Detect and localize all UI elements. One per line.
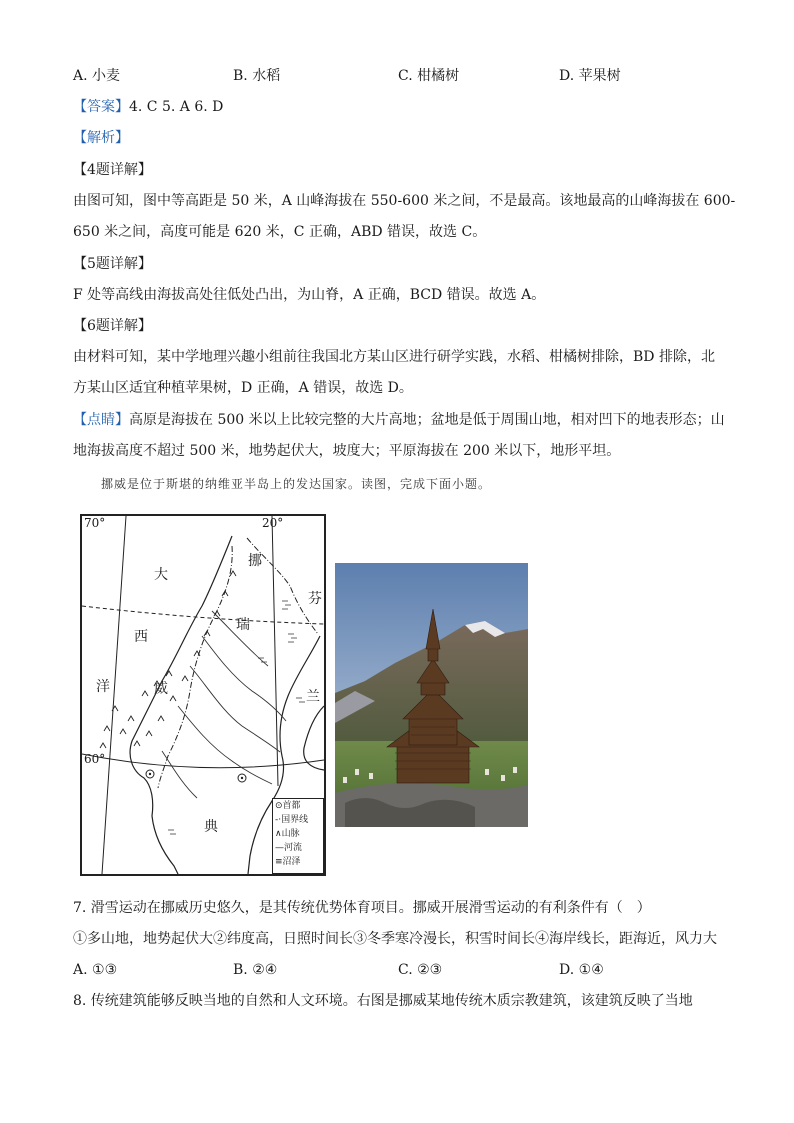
mountain-icon: ∧ (275, 829, 282, 839)
map-label-wei: 威 (154, 681, 168, 697)
option-c: C. 柑橘树 (398, 68, 460, 84)
option-d: D. 苹果树 (559, 68, 621, 84)
swamp-icon: ≡ (275, 857, 283, 867)
map-label-nuo: 挪 (248, 553, 262, 569)
q4-line1: 由图可知，图中等高距是 50 米，A 山峰海拔在 550-600 米之间，不是最高。该地最高的山峰海拔在 600- (73, 193, 736, 209)
map-label-da: 大 (154, 567, 168, 583)
q4-title: 【4题详解】 (73, 162, 152, 178)
q7-option-b: B. ②④ (233, 962, 278, 978)
map-legend (272, 798, 324, 874)
q7-items: ①多山地，地势起伏大②纬度高，日照时间长③冬季寒冷漫长，积雪时间长④海岸线长，距海近，风力大 (73, 931, 717, 947)
q6-line1: 由材料可知，某中学地理兴趣小组前往我国北方某山区进行研学实践，水稻、柑橘树排除，BD 排除，北 (73, 349, 715, 365)
q7-option-c: C. ②③ (398, 962, 443, 978)
q7-stem: 7. 滑雪运动在挪威历史悠久，是其传统优势体育项目。挪威开展滑雪运动的有利条件有（ ） (73, 900, 651, 916)
map-label-dian: 典 (204, 819, 218, 835)
q6-line2: 方某山区适宜种植苹果树，D 正确，A 错误，故选 D。 (73, 380, 413, 396)
legend-mountain: ∧山脉 (275, 829, 300, 839)
river-icon: — (275, 843, 284, 853)
lat-60-label: 60° (84, 752, 106, 766)
tip-line2: 地海拔高度不超过 500 米，地势起伏大，坡度大；平原海拔在 200 米以下，地形平坦。 (73, 443, 621, 459)
map-label-fen: 芬 (308, 591, 322, 607)
stave-church-image (335, 563, 528, 827)
tip-line1: 【点睛】高原是海拔在 500 米以上比较完整的大片高地；盆地是低于周围山地，相对凹下的地表形态；山 (73, 412, 725, 428)
q5-line1: F 处等高线由海拔高处往低处凸出，为山脊，A 正确，BCD 错误。故选 A。 (73, 287, 546, 303)
lon-20-label: 20° (262, 516, 284, 530)
q7-option-d: D. ①④ (559, 962, 604, 978)
legend-river: —河流 (275, 843, 303, 853)
q7-option-a: A. ①③ (73, 962, 118, 978)
capital-icon: ⊙ (275, 801, 283, 811)
map-label-yang: 洋 (96, 679, 110, 695)
q8-stem: 8. 传统建筑能够反映当地的自然和人文环境。右图是挪威某地传统木质宗教建筑，该建筑反映了当地 (73, 993, 693, 1009)
legend-capital: ⊙首都 (275, 801, 301, 811)
legend-swamp: ≡沼泽 (275, 857, 301, 867)
intro-text: 挪威是位于斯堪的纳维亚半岛上的发达国家。读图，完成下面小题。 (101, 477, 492, 491)
map-label-lan: 兰 (306, 689, 320, 705)
option-b: B. 水稻 (233, 68, 281, 84)
q4-line2: 650 米之间，高度可能是 620 米，C 正确，ABD 错误，故选 C。 (73, 224, 487, 240)
map-label-xi: 西 (134, 629, 148, 645)
analysis-label: 【解析】 (73, 130, 129, 146)
legend-border: -·国界线 (275, 815, 309, 825)
norway-map (80, 514, 326, 876)
map-label-rui: 瑞 (236, 617, 250, 633)
option-a: A. 小麦 (73, 68, 121, 84)
answer-line: 【答案】4. C 5. A 6. D (73, 99, 224, 115)
q5-title: 【5题详解】 (73, 256, 152, 272)
border-icon: -· (275, 815, 282, 825)
stave-church-photo (335, 563, 528, 827)
q6-title: 【6题详解】 (73, 318, 152, 334)
lon-70-label: 70° (84, 516, 106, 530)
